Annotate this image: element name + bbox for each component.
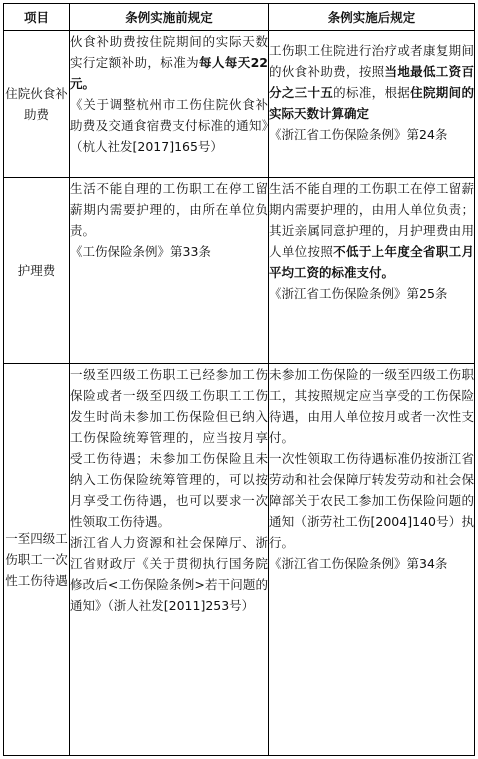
- before-source: 浙江省人力资源和社会保障厅、浙江省财政厅《关于贯彻执行国务院修改后<工伤保险条例>若干问题的通知》（浙人社发[2011]253号）: [70, 535, 268, 613]
- after-source: 《浙江省工伤保险条例》第25条: [269, 286, 448, 301]
- after-cell: [269, 364, 475, 756]
- after-paragraph: [269, 178, 474, 283]
- before-cell: [70, 31, 269, 178]
- after-paragraph-2: 一次性领取工伤待遇标准仍按浙江省劳动和社会保障厅转发劳动和社会保障部关于农民工参加工伤保险问题的通知（浙劳社工伤[2004]140号）执行。: [269, 451, 474, 550]
- before-cell: [70, 178, 269, 364]
- row-item-meal-subsidy: 住院伙食补助费: [4, 31, 70, 178]
- before-paragraph: 一级至四级工伤职工已经参加工伤保险或者一级至四级工伤职工工伤发生时尚未参加工伤保险但已纳入工伤保险统筹管理的，应当按月享受工伤待遇；未参加工伤保险且未纳入工伤保险统筹管理的，可以按月享受工伤待遇，也可以要求一次性领取工伤待遇。: [70, 367, 268, 529]
- after-source: 《浙江省工伤保险条例》第24条: [269, 127, 448, 142]
- header-after: 条例实施后规定: [269, 4, 475, 31]
- after-cell: [269, 178, 475, 364]
- before-source: 《工伤保险条例》第33条: [70, 244, 211, 259]
- after-bold-text: 住院期间的实际天数计算确定: [269, 85, 474, 121]
- header-item: 项目: [4, 4, 70, 31]
- table-row: [4, 31, 475, 178]
- row-item-one-time-benefit: 一至四级工伤职工一次性工伤待遇: [4, 364, 70, 756]
- regulation-comparison-table: [3, 3, 475, 756]
- after-paragraph: 未参加工伤保险的一级至四级工伤职工，其按照规定应当享受的工伤保险待遇，由用人单位按月或者一次性支付。: [269, 367, 474, 445]
- after-cell: [269, 31, 475, 178]
- after-text: 的标准，根据: [333, 85, 411, 100]
- after-source: 《浙江省工伤保险条例》第34条: [269, 556, 448, 571]
- after-paragraph: [269, 40, 474, 124]
- header-before: 条例实施前规定: [70, 4, 269, 31]
- before-cell: [70, 364, 269, 756]
- table-row: [4, 364, 475, 756]
- table-row: [4, 178, 475, 364]
- before-paragraph: 生活不能自理的工伤职工在停工留薪期内需要护理的，由所在单位负责。: [70, 181, 268, 238]
- after-text: 生活不能自理的工伤职工在停工留薪期内需要护理的，由用人单位负责；其近亲属同意护理的，月护理费由用人单位按照: [269, 181, 474, 259]
- before-paragraph: [70, 31, 268, 94]
- after-bold-text: 当地最低工资百分之三十五: [269, 64, 474, 100]
- header-row: [4, 4, 475, 31]
- after-bold-text: 不低于上年度全省职工月平均工资的标准支付。: [269, 244, 474, 280]
- before-text: 伙食补助费按住院期间的实际天数实行定额补助，标准为: [70, 34, 268, 70]
- after-text: 工伤职工住院进行治疗或者康复期间的伙食补助费，按照: [269, 43, 474, 79]
- row-item-nursing-fee: 护理费: [4, 178, 70, 364]
- before-bold-text: 每人每天22元。: [70, 55, 268, 91]
- before-source: 《关于调整杭州市工伤住院伙食补助费及交通食宿费支付标准的通知》（杭人社发[2017]165号）: [70, 97, 268, 154]
